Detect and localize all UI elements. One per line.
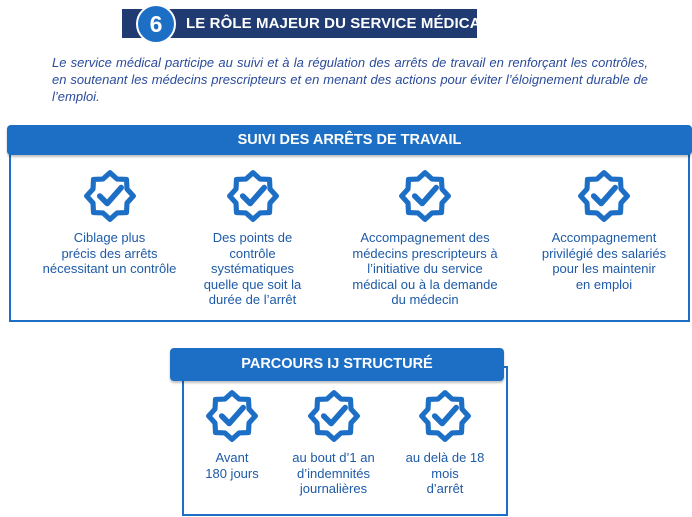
parcours-panel-title: PARCOURS IJ STRUCTURÉ [170,348,504,381]
intro-paragraph: Le service médical participe au suivi et à la régulation des arrêts de travail en renforçant les contrôles, en soutenant les médecins prescripteurs et en menant des actions pour éviter l’éloignement durable de l’emploi. [52,55,648,104]
check-badge-icon [576,168,632,224]
parcours-item-label: Avant 180 jours [205,450,259,481]
suivi-item-label: Accompagnement des médecins prescripteurs à l’initiative du service médical ou à la demande du médecin [352,230,498,307]
suivi-item [22,168,197,277]
parcours-item [390,388,500,497]
check-badge-icon [306,388,362,444]
suivi-item-label: Des points de contrôle systématiques quelle que soit la durée de l’arrêt [203,230,302,307]
check-badge-icon [397,168,453,224]
parcours-item-label: au bout d’1 an d’indemnités journalières [292,450,375,496]
check-badge-icon [417,388,473,444]
check-badge-icon [225,168,281,224]
suivi-panel-title: SUIVI DES ARRÊTS DE TRAVAIL [7,125,692,155]
check-badge-icon [204,388,260,444]
suivi-item [179,168,326,308]
suivi-item-label: Ciblage plus précis des arrêts nécessitant un contrôle [42,230,177,276]
section-number-badge: 6 [136,4,176,44]
parcours-item-label: au delà de 18 mois d’arrêt [405,450,485,496]
suivi-item [519,168,689,292]
suivi-panel [9,126,690,322]
parcours-panel [182,356,508,516]
parcours-item [277,388,390,497]
parcours-item [177,388,287,481]
check-badge-icon [82,168,138,224]
suivi-item [330,168,520,308]
suivi-item-label: Accompagnement privilégié des salariés pour les maintenir en emploi [541,230,667,292]
section-title: LE RÔLE MAJEUR DU SERVICE MÉDICAL [186,15,490,32]
